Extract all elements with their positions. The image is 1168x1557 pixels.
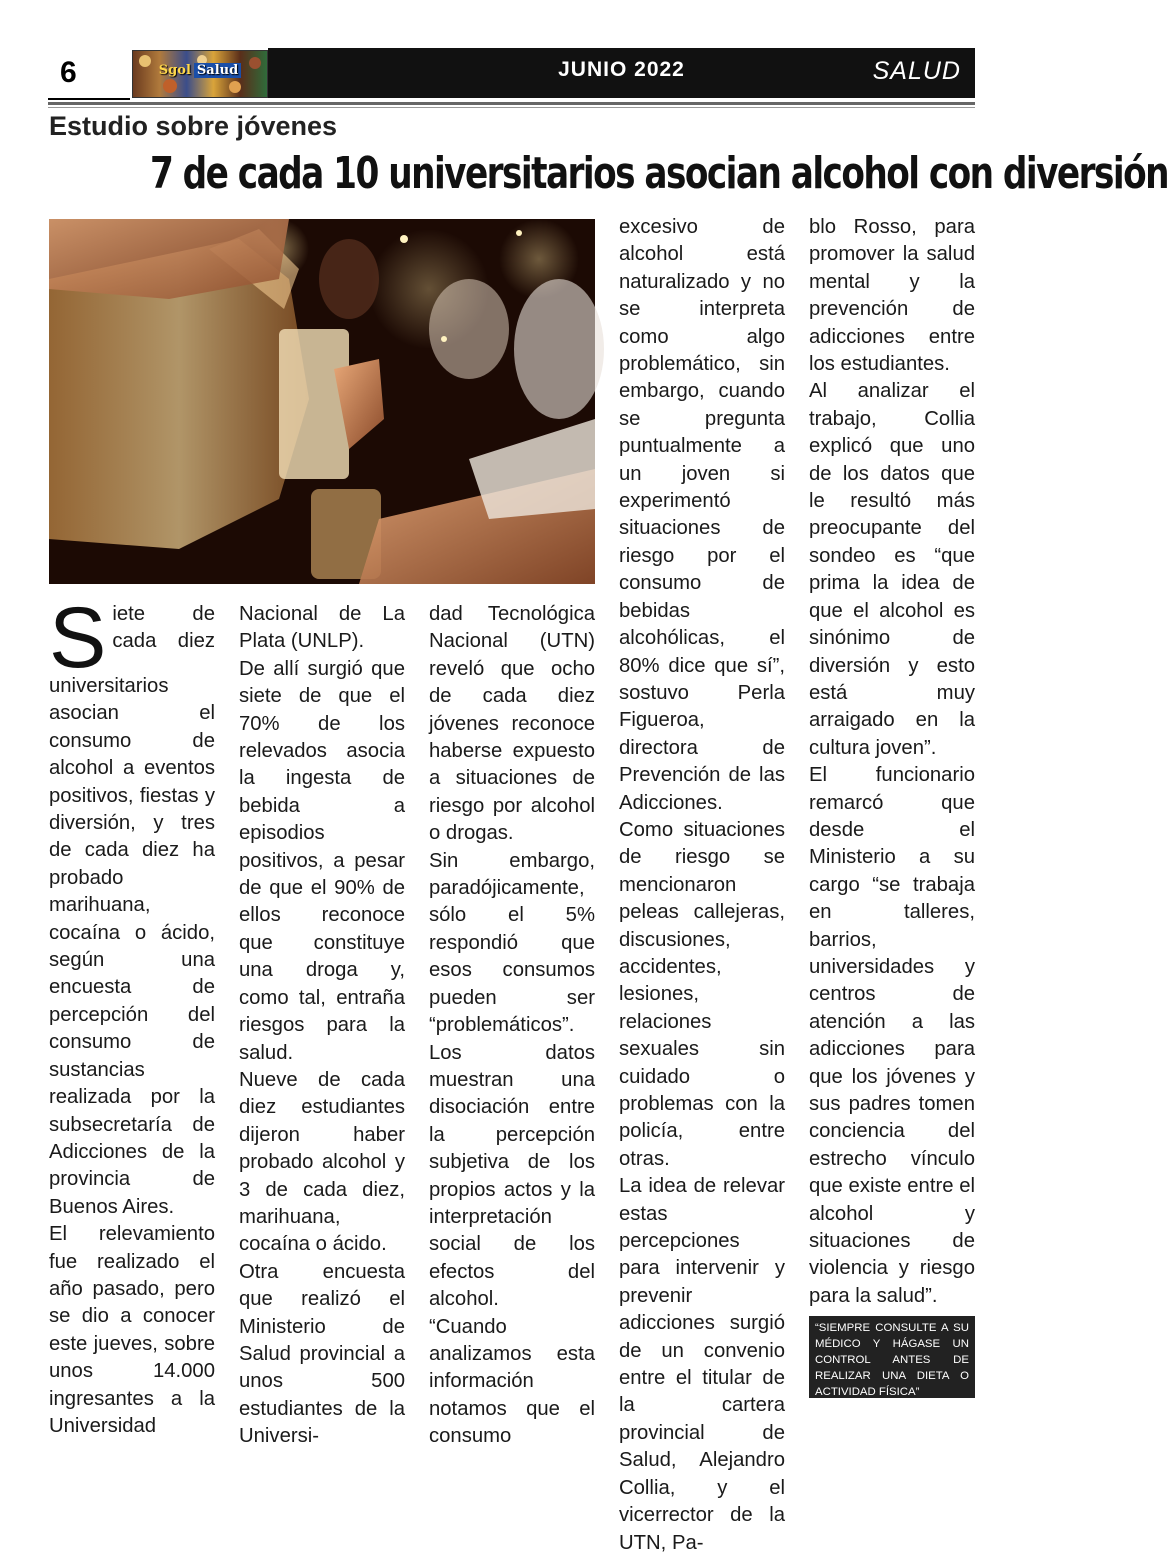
article-column-2: [239, 601, 405, 1451]
publication-logo: [132, 50, 268, 98]
section-name: SALUD: [872, 57, 961, 85]
header-rule: [48, 102, 975, 105]
article-paragraph: El funcionario remarcó que desde el Ministerio a su cargo “se trabaja en talleres, barrios, universidades y centros de atención a las adicciones para que los jóvenes y sus padres tomen conciencia del estrecho vínculo que existe entre el alcohol y situaciones de violencia y riesgo para la salud”.: [809, 764, 975, 1307]
article-paragraph: Al analizar el trabajo, Collia explicó que uno de los datos que le resultó más preocupante del sondeo es “que prima la idea de que el alcohol es sinónimo de diversión y esto está muy arraigado en la cultura joven”.: [809, 380, 975, 759]
page-number: 6: [60, 56, 77, 89]
article-column-5: [809, 214, 975, 1310]
article-paragraph: Nacional de La Plata (UNLP).: [239, 603, 405, 653]
article-paragraph: La idea de relevar estas percepciones para intervenir y prevenir adicciones surgió de un convenio entre el titular de la cartera provincial de Salud, Alejandro Collia, y el vicerrector de la UTN, Pa-: [619, 1175, 785, 1554]
drop-cap: S: [49, 590, 107, 686]
logo-text-left: Sgol: [158, 63, 191, 78]
logo-text: [133, 63, 267, 78]
article-paragraph: dad Tecnológica Nacional (UTN) reveló que ocho de cada diez jóvenes reconoce haberse expuesto a situaciones de riesgo por alcohol o drogas.: [429, 603, 595, 845]
article-photo: [49, 219, 595, 584]
article-kicker: Estudio sobre jóvenes: [49, 111, 338, 141]
issue-date: JUNIO 2022: [558, 58, 685, 81]
article-paragraph: Otra encuesta que realizó el Ministerio de Salud provincial a unos 500 estudiantes de la Universi-: [239, 1260, 405, 1448]
logo-text-right: Salud: [194, 63, 241, 78]
article-paragraph: Los datos muestran una disociación entre la percepción subjetiva de los propios actos y la interpretación social de los efectos del alcohol.: [429, 1041, 595, 1311]
article-headline: 7 de cada 10 universitarios asocian alcohol con diversión: [149, 148, 1168, 199]
header-bar: [268, 48, 975, 98]
page-header: [48, 48, 975, 98]
header-rule-thin: [48, 107, 975, 108]
article-column-3: [429, 601, 595, 1451]
article-paragraph: “Cuando analizamos esta información notamos que el consumo: [429, 1315, 595, 1448]
article-paragraph: blo Rosso, para promover la salud mental y la prevención de adicciones entre los estudiantes.: [809, 216, 975, 376]
article-column-4: [619, 214, 785, 1557]
article-paragraph: El relevamiento fue realizado el año pasado, pero se dio a conocer este jueves, sobre unos 14.000 ingresantes a la Universidad: [49, 1223, 215, 1437]
page-number-box: [48, 48, 130, 100]
article-paragraph: De allí surgió que siete de que el 70% de los relevados asocia la ingesta de bebida a episodios positivos, a pesar de que el 90% de ellos reconoce que constituye una droga y, como tal, entraña riesgos para la salud.: [239, 657, 405, 1064]
article-column-1: [49, 590, 215, 1440]
health-notice-box: “SIEMPRE CONSULTE A SU MÉDICO Y HÁGASE UN CONTROL ANTES DE REALIZAR UNA DIETA O ACTIVIDAD FÍSICA”: [809, 1316, 975, 1398]
article-paragraph: Nueve de cada diez estudiantes dijeron haber probado alcohol y 3 de cada diez, marihuana, cocaína o ácido.: [239, 1068, 405, 1256]
article-paragraph: [49, 590, 215, 1221]
paragraph-text: iete de cada diez universitarios asocian el consumo de alcohol a eventos positivos, fiestas y diversión, y tres de cada diez ha probado marihuana, cocaína o ácido, según una encuesta de percepción del consumo de sustancias realizada por la subsecretaría de Adicciones de la provincia de Buenos Aires.: [49, 603, 215, 1218]
article-paragraph: excesivo de alcohol está naturalizado y no se interpreta como algo problemático, sin embargo, cuando se pregunta puntualmente a un joven si experimentó situaciones de riesgo por el consumo de bebidas alcohólicas, el 80% dice que sí”, sostuvo Perla Figueroa, directora de Prevención de las Adicciones.: [619, 216, 785, 814]
article-paragraph: Sin embargo, paradójicamente, sólo el 5% respondió que esos consumos pueden ser “problemáticos”.: [429, 849, 595, 1037]
article-paragraph: Como situaciones de riesgo se mencionaron peleas callejeras, discusiones, accidentes, lesiones, relaciones sexuales sin cuidado o problemas con la policía, entre otras.: [619, 818, 785, 1170]
photo-illustration: [49, 219, 595, 584]
